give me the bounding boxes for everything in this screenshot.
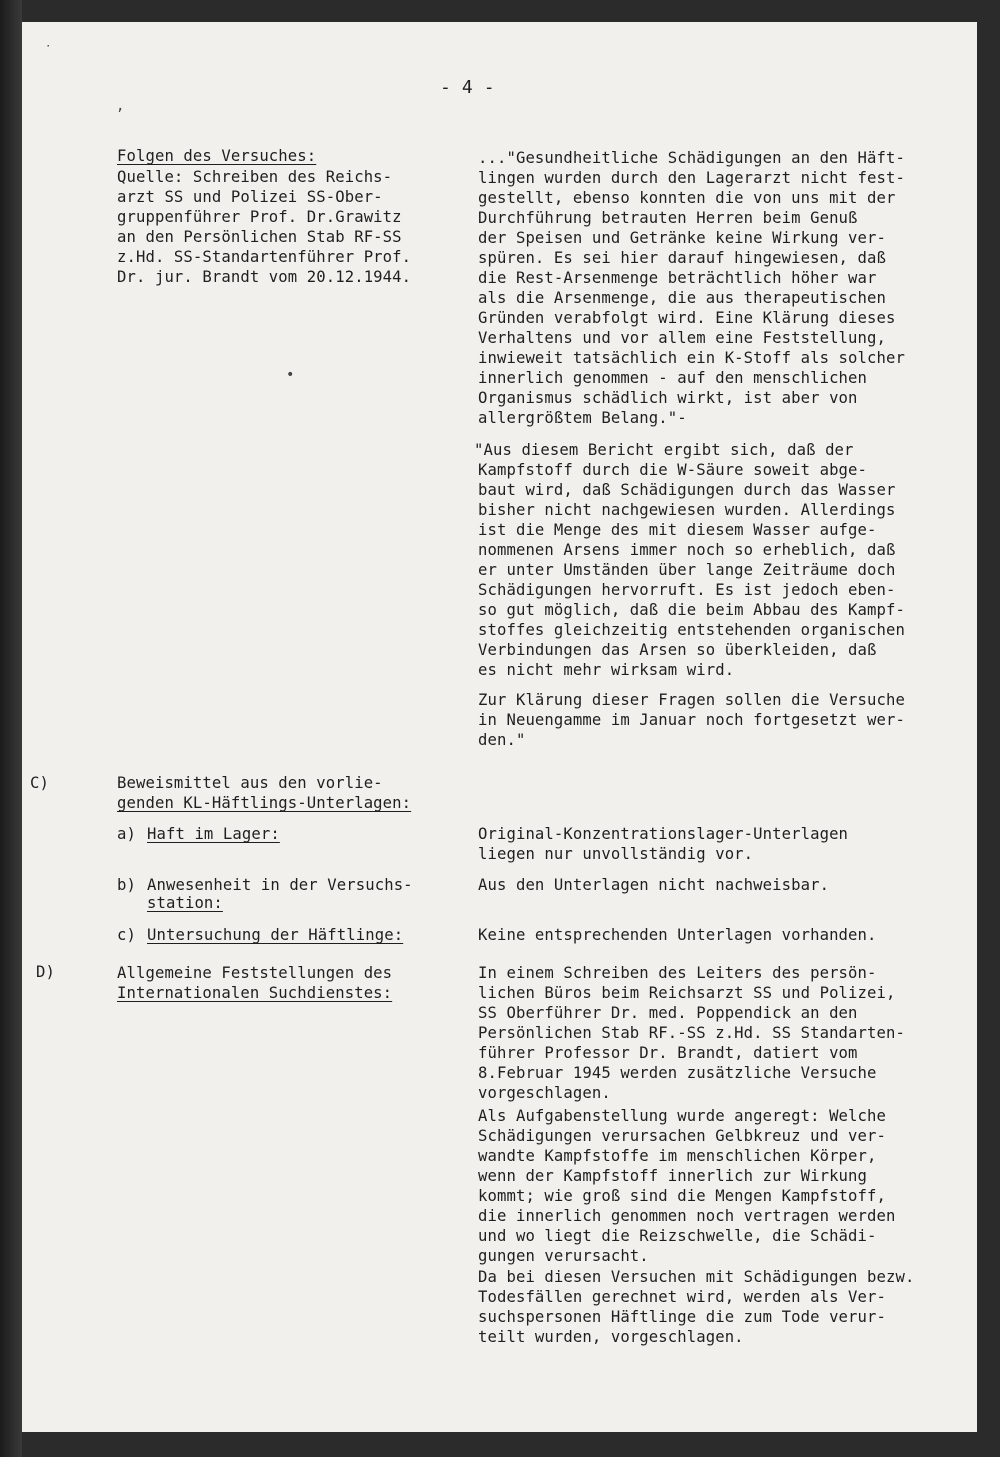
section-d-line: wenn der Kampfstoff innerlich zur Wirkung [478, 1167, 868, 1185]
heading-folgen: Folgen des Versuches: [117, 147, 317, 165]
item-a-text: liegen nur unvollständig vor. [478, 845, 754, 863]
quote-line: ..."Gesundheitliche Schädigungen an den Häft- [478, 149, 905, 167]
item-b-title-line2: station: [147, 894, 223, 912]
section-d-line: lichen Büros beim Reichsarzt SS und Polizei, [478, 984, 896, 1002]
quote2-line: nommenen Arsens immer noch so erheblich, daß [478, 541, 896, 559]
section-d-line: SS Oberführer Dr. med. Poppendick an den [478, 1004, 858, 1022]
quote-line: Gründen verabfolgt wird. Eine Klärung dieses [478, 309, 896, 327]
quote2-line: so gut möglich, daß die beim Abbau des Kampf- [478, 601, 905, 619]
source-line: an den Persönlichen Stab RF-SS [117, 228, 402, 246]
quote2-line: bisher nicht nachgewiesen wurden. Allerdings [478, 501, 896, 519]
section-c-title-line1: Beweismittel aus den vorlie- [117, 774, 383, 792]
source-line: arzt SS und Polizei SS-Ober- [117, 188, 383, 206]
section-d-line: Da bei diesen Versuchen mit Schädigungen bezw. [478, 1268, 915, 1286]
source-line: Dr. jur. Brandt vom 20.12.1944. [117, 268, 412, 286]
section-c-marker: C) [30, 774, 49, 792]
section-d-marker: D) [36, 963, 55, 981]
quote-line: innerlich genommen - auf den menschlichen [478, 369, 868, 387]
quote2-line: Verbindungen das Arsen so überkleiden, daß [478, 641, 877, 659]
source-line: gruppenführer Prof. Dr.Grawitz [117, 208, 402, 226]
page-number: - 4 - [440, 77, 495, 98]
section-d-title-line2: Internationalen Suchdienstes: [117, 984, 393, 1002]
quote2-line: Kampfstoff durch die W-Säure soweit abge- [478, 461, 868, 479]
scan-speck: ˙ [44, 44, 53, 60]
item-a-label: a) [117, 825, 136, 843]
quote2-line: es nicht mehr wirksam wird. [478, 661, 735, 679]
quote-line: inwieweit tatsächlich ein K-Stoff als solcher [478, 349, 905, 367]
section-d-line: und wo liegt die Reizschwelle, die Schädi- [478, 1227, 877, 1245]
section-d-line: Todesfällen gerechnet wird, werden als Ver- [478, 1288, 886, 1306]
section-d-line: die innerlich genommen noch vertragen werden [478, 1207, 896, 1225]
quote-line: gestellt, ebenso konnten die von uns mit der [478, 189, 896, 207]
section-d-line: wandte Kampfstoffe im menschlichen Körper, [478, 1147, 877, 1165]
quote-line: Verhaltens und vor allem eine Feststellung, [478, 329, 886, 347]
document-page [22, 22, 977, 1432]
quote-line: spüren. Es sei hier darauf hingewiesen, daß [478, 249, 886, 267]
quote-line: die Rest-Arsenmenge beträchtlich höher war [478, 269, 877, 287]
section-d-line: gungen verursacht. [478, 1247, 649, 1265]
quote2-line: er unter Umständen über lange Zeiträume doch [478, 561, 896, 579]
quote2-line: stoffes gleichzeitig entstehenden organischen [478, 621, 905, 639]
binding-strip [0, 0, 22, 1457]
item-a-text: Original-Konzentrationslager-Unterlagen [478, 825, 849, 843]
scan-speck: • [286, 367, 295, 383]
item-c-title: Untersuchung der Häftlinge: [147, 926, 404, 944]
quote-line: als die Arsenmenge, die aus therapeutischen [478, 289, 886, 307]
quote2-line: "Aus diesem Bericht ergibt sich, daß der [474, 441, 854, 459]
section-d-line: vorgeschlagen. [478, 1084, 611, 1102]
quote3-line: den." [478, 731, 526, 749]
section-d-line: suchspersonen Häftlinge die zum Tode verur- [478, 1308, 886, 1326]
section-d-line: In einem Schreiben des Leiters des persön- [478, 964, 877, 982]
item-b-title-line1: Anwesenheit in der Versuchs- [147, 876, 413, 894]
quote2-line: ist die Menge des mit diesem Wasser aufge- [478, 521, 877, 539]
scan-speck: ‚ [116, 98, 125, 114]
item-a-title: Haft im Lager: [147, 825, 280, 843]
quote3-line: Zur Klärung dieser Fragen sollen die Versuche [478, 691, 905, 709]
section-d-line: Als Aufgabenstellung wurde angeregt: Welche [478, 1107, 886, 1125]
section-d-title-line1: Allgemeine Feststellungen des [117, 964, 393, 982]
quote3-line: in Neuengamme im Januar noch fortgesetzt wer- [478, 711, 905, 729]
quote2-line: Schädigungen hervorruft. Es ist jedoch eben- [478, 581, 896, 599]
section-c-title-line2: genden KL-Häftlings-Unterlagen: [117, 794, 412, 812]
item-b-text: Aus den Unterlagen nicht nachweisbar. [478, 876, 830, 894]
section-d-line: teilt wurden, vorgeschlagen. [478, 1328, 744, 1346]
section-d-line: 8.Februar 1945 werden zusätzliche Versuche [478, 1064, 877, 1082]
section-d-line: Persönlichen Stab RF.-SS z.Hd. SS Standarten- [478, 1024, 905, 1042]
source-line: z.Hd. SS-Standartenführer Prof. [117, 248, 412, 266]
quote-line: der Speisen und Getränke keine Wirkung ver- [478, 229, 886, 247]
item-b-label: b) [117, 876, 136, 894]
quote-line: Durchführung betrauten Herren beim Genuß [478, 209, 858, 227]
source-line: Quelle: Schreiben des Reichs- [117, 168, 393, 186]
quote2-line: baut wird, daß Schädigungen durch das Wasser [478, 481, 896, 499]
quote-line: allergrößtem Belang."- [478, 409, 687, 427]
item-c-label: c) [117, 926, 136, 944]
quote-line: lingen wurden durch den Lagerarzt nicht fest- [478, 169, 905, 187]
section-d-line: kommt; wie groß sind die Mengen Kampfstoff, [478, 1187, 886, 1205]
section-d-line: Schädigungen verursachen Gelbkreuz und ver- [478, 1127, 886, 1145]
quote-line: Organismus schädlich wirkt, ist aber von [478, 389, 858, 407]
item-c-text: Keine entsprechenden Unterlagen vorhanden. [478, 926, 877, 944]
section-d-line: führer Professor Dr. Brandt, datiert vom [478, 1044, 858, 1062]
